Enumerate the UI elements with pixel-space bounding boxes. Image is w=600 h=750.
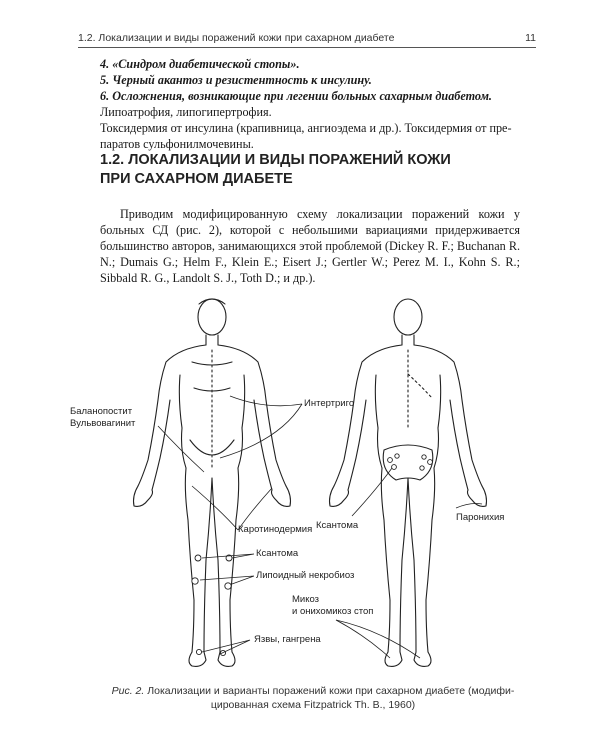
header-rule — [78, 47, 536, 48]
intro-paragraph: Приводим модифицированную схему локализации поражений кожи у больных СД (рис. 2), которой с небольшими вариациями придерживается большинство авторов, занимающихся этой проблемой (Dickey R. F.; Buchanan R. N.; Dumais G.; Helm F., Klein E.; Eisert J.; Gertler W.; Perez M. I., Kohn S. R.; Sibbald R. G., Landolt S. J., Toth D.; и др.). — [100, 207, 520, 285]
label-ulcers: Язвы, гангрена — [254, 634, 321, 645]
page-number: 11 — [525, 32, 536, 44]
running-header — [78, 32, 536, 46]
section-heading: 1.2. ЛОКАЛИЗАЦИИ И ВИДЫ ПОРАЖЕНИЙ КОЖИ ПРИ САХАРНОМ ДИАБЕТЕ — [100, 152, 451, 187]
body-diagram-figure — [70, 290, 540, 675]
label-vulvovaginitis: Вульвовагинит — [70, 418, 136, 429]
plain-line-3: паратов сульфонилмочевины. — [100, 137, 254, 151]
list-item-5: 5. Черный акантоз и резистентность к инсулину. — [100, 73, 372, 87]
figure-caption: Рис. 2. Локализации и варианты поражений кожи при сахарном диабете (модифи- цированная схема Fitzpatrick Th. B., 1960) — [111, 685, 515, 711]
label-xanthoma-front: Ксантома — [256, 548, 299, 559]
label-xanthoma-back: Ксантома — [316, 520, 359, 531]
label-intertrigo: Интертриго — [304, 398, 355, 409]
lesion-markers — [192, 454, 433, 656]
plain-line-2: Токсидермия от инсулина (крапивница, ангиоэдема и др.). Токсидермия от пре- — [100, 121, 512, 135]
label-mycosis-line1: Микоз — [292, 594, 320, 605]
label-mycosis-line2: и онихомикоз стоп — [292, 606, 374, 617]
label-paronychia: Паронихия — [456, 512, 505, 523]
label-necrobiosis: Липоидный некробиоз — [256, 570, 355, 581]
front-figure — [134, 299, 291, 666]
list-item-4: 4. «Синдром диабетической стопы». — [100, 57, 300, 71]
label-balanoposthitis: Баланопостит — [70, 406, 133, 417]
running-header-title: 1.2. Локализации и виды поражений кожи при сахарном диабете — [78, 32, 395, 44]
label-carotenoderma: Каротинодермия — [238, 524, 313, 535]
list-block — [100, 56, 520, 152]
list-item-6: 6. Осложнения, возникающие при легении больных сахарным диабетом. — [100, 89, 492, 103]
plain-line-1: Липоатрофия, липогипертрофия. — [100, 105, 272, 119]
